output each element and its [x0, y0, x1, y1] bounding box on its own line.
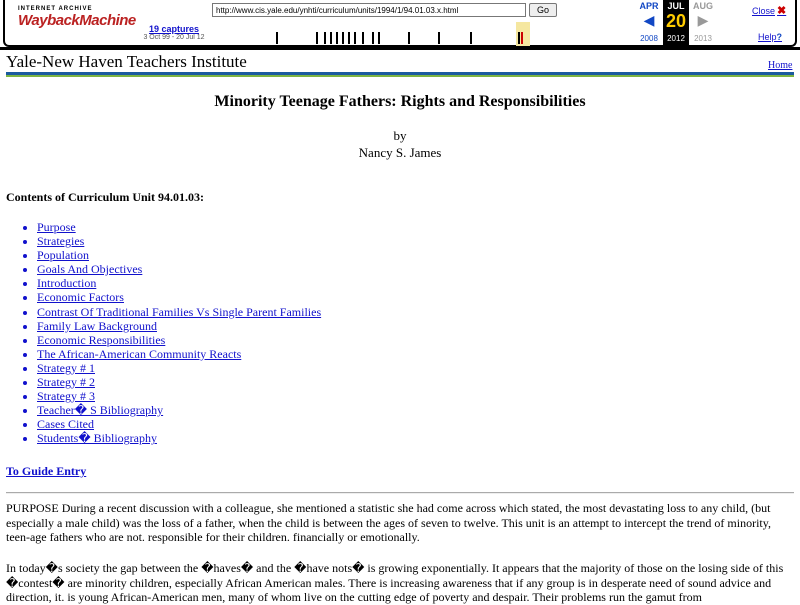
calendar-nav	[636, 0, 718, 46]
sparkline-tick[interactable]	[336, 32, 338, 44]
author-name: Nancy S. James	[358, 145, 442, 160]
toc-link-strategies[interactable]: Strategies	[37, 234, 85, 249]
current-year: 2012	[667, 34, 685, 43]
prev-month: APR	[639, 1, 659, 11]
sparkline-tick[interactable]	[324, 32, 326, 44]
toc-item	[37, 262, 321, 276]
sparkline-tick[interactable]	[518, 32, 520, 44]
next-year: 2013	[694, 34, 712, 43]
sparkline-tick[interactable]	[276, 32, 278, 44]
next-capture[interactable]	[690, 0, 716, 46]
sparkline-tick[interactable]	[348, 32, 350, 44]
sparkline-tick[interactable]	[378, 32, 380, 44]
horizontal-rule	[6, 492, 794, 494]
toc-link-introduction[interactable]: Introduction	[37, 276, 97, 291]
toc-link-cases-cited[interactable]: Cases Cited	[37, 417, 94, 432]
close-icon[interactable]: ✖	[777, 5, 787, 17]
sparkline-tick[interactable]	[316, 32, 318, 44]
wayback-logo[interactable]	[18, 6, 136, 38]
toc-link-student-bibliography[interactable]: Students� Bibliography	[37, 431, 157, 446]
wayback-toolbar	[0, 0, 800, 50]
toc-link-purpose[interactable]: Purpose	[37, 220, 76, 234]
body-paragraph: PURPOSE During a recent discussion with a colleague, she mentioned a statistic she had come across which stated, the most devastating loss to any child, (but especially a male child) was the loss of a father, when the child is between the ages of seven to twelve. This unit is an attempt to intercept the trend of minority, teen-age fathers who are not. responsible for their children. financially or emotionally.	[6, 501, 771, 544]
current-month: JUL	[667, 1, 685, 11]
prev-capture[interactable]	[636, 0, 662, 46]
toc-item	[37, 234, 321, 248]
sparkline-tick[interactable]	[438, 32, 440, 44]
home-link[interactable]: Home	[768, 60, 793, 71]
next-arrow-icon[interactable]: ▶	[697, 12, 709, 28]
next-month: AUG	[693, 1, 713, 11]
toc-link-community-reacts[interactable]: The African-American Community Reacts	[37, 346, 242, 361]
sparkline-tick[interactable]	[362, 32, 364, 44]
sparkline-tick[interactable]	[470, 32, 472, 44]
toc-item	[37, 305, 321, 319]
toc-item	[37, 319, 321, 333]
sparkline-tick[interactable]	[354, 32, 356, 44]
table-of-contents	[22, 220, 321, 446]
captures-count-link[interactable]: 19 captures	[148, 24, 200, 34]
toc-item	[37, 220, 321, 234]
captures-range: 3 Oct 99 - 20 Jul 12	[143, 34, 205, 41]
wayback-logo-text: WaybackMachine	[18, 12, 136, 29]
sparkline-tick[interactable]	[372, 32, 374, 44]
toc-item	[37, 417, 321, 431]
toc-link-strategy-2[interactable]: Strategy # 2	[37, 375, 95, 390]
toc-item	[37, 361, 321, 375]
toc-link-economic-responsibilities[interactable]: Economic Responsibilities	[37, 332, 166, 347]
toc-item	[37, 276, 321, 290]
site-title: Yale-New Haven Teachers Institute	[6, 52, 247, 71]
guide-entry-link[interactable]: To Guide Entry	[6, 464, 87, 478]
captures-sparkline[interactable]	[212, 22, 626, 46]
toc-link-teacher-bibliography[interactable]: Teacher� S Bibliography	[37, 403, 164, 418]
toc-item	[37, 389, 321, 403]
toc-link-strategy-1[interactable]: Strategy # 1	[37, 360, 95, 375]
toc-link-economic-factors[interactable]: Economic Factors	[37, 290, 124, 305]
current-capture	[663, 0, 689, 46]
prev-arrow-icon[interactable]: ◀	[643, 12, 655, 28]
sparkline-current-tick[interactable]	[521, 32, 523, 44]
toc-item	[37, 403, 321, 417]
toc-link-family-law[interactable]: Family Law Background	[37, 318, 157, 333]
url-input[interactable]: http://www.cis.yale.edu/ynhti/curriculum/units/1994/1/94.01.03.x.html	[212, 3, 526, 17]
header-rule-green	[6, 75, 794, 77]
toc-link-strategy-3[interactable]: Strategy # 3	[37, 389, 95, 404]
help-icon[interactable]: ?	[776, 32, 783, 42]
toc-item	[37, 290, 321, 304]
toc-item	[37, 347, 321, 361]
close-link[interactable]	[752, 4, 786, 17]
page-title: Minority Teenage Fathers: Rights and Responsibilities	[214, 93, 586, 110]
toc-item	[37, 375, 321, 389]
close-label[interactable]: Close	[752, 6, 776, 16]
sparkline-tick[interactable]	[408, 32, 410, 44]
toc-item	[37, 248, 321, 262]
go-button[interactable]: Go	[529, 3, 557, 17]
captures-info	[138, 24, 210, 41]
sparkline-tick[interactable]	[330, 32, 332, 44]
ia-label: INTERNET ARCHIVE	[18, 6, 93, 12]
toc-link-contrast[interactable]: Contrast Of Traditional Families Vs Single Parent Families	[37, 304, 322, 319]
byline-by: by	[393, 128, 407, 143]
body-paragraph: In today�s society the gap between the �haves� and the �have nots� is growing exponentially. It appears that the majority of those on the losing side of this �contest� are minority children, especially African American males. There is increasing awareness that if any group is in desperate need of sound advice and direction, it. is young African-American men, many of whom live on the cutting edge of poverty and despair. Their problems run the gamut from	[6, 561, 784, 604]
sparkline-tick[interactable]	[342, 32, 344, 44]
contents-heading: Contents of Curriculum Unit 94.01.03:	[6, 190, 204, 204]
toc-link-goals[interactable]: Goals And Objectives	[37, 262, 143, 277]
prev-year: 2008	[640, 34, 658, 43]
help-link[interactable]	[758, 32, 782, 42]
toc-item	[37, 431, 321, 445]
current-day: 20	[665, 11, 687, 31]
toc-link-population[interactable]: Population	[37, 248, 90, 263]
toc-item	[37, 333, 321, 347]
help-label[interactable]: Help	[758, 32, 777, 42]
